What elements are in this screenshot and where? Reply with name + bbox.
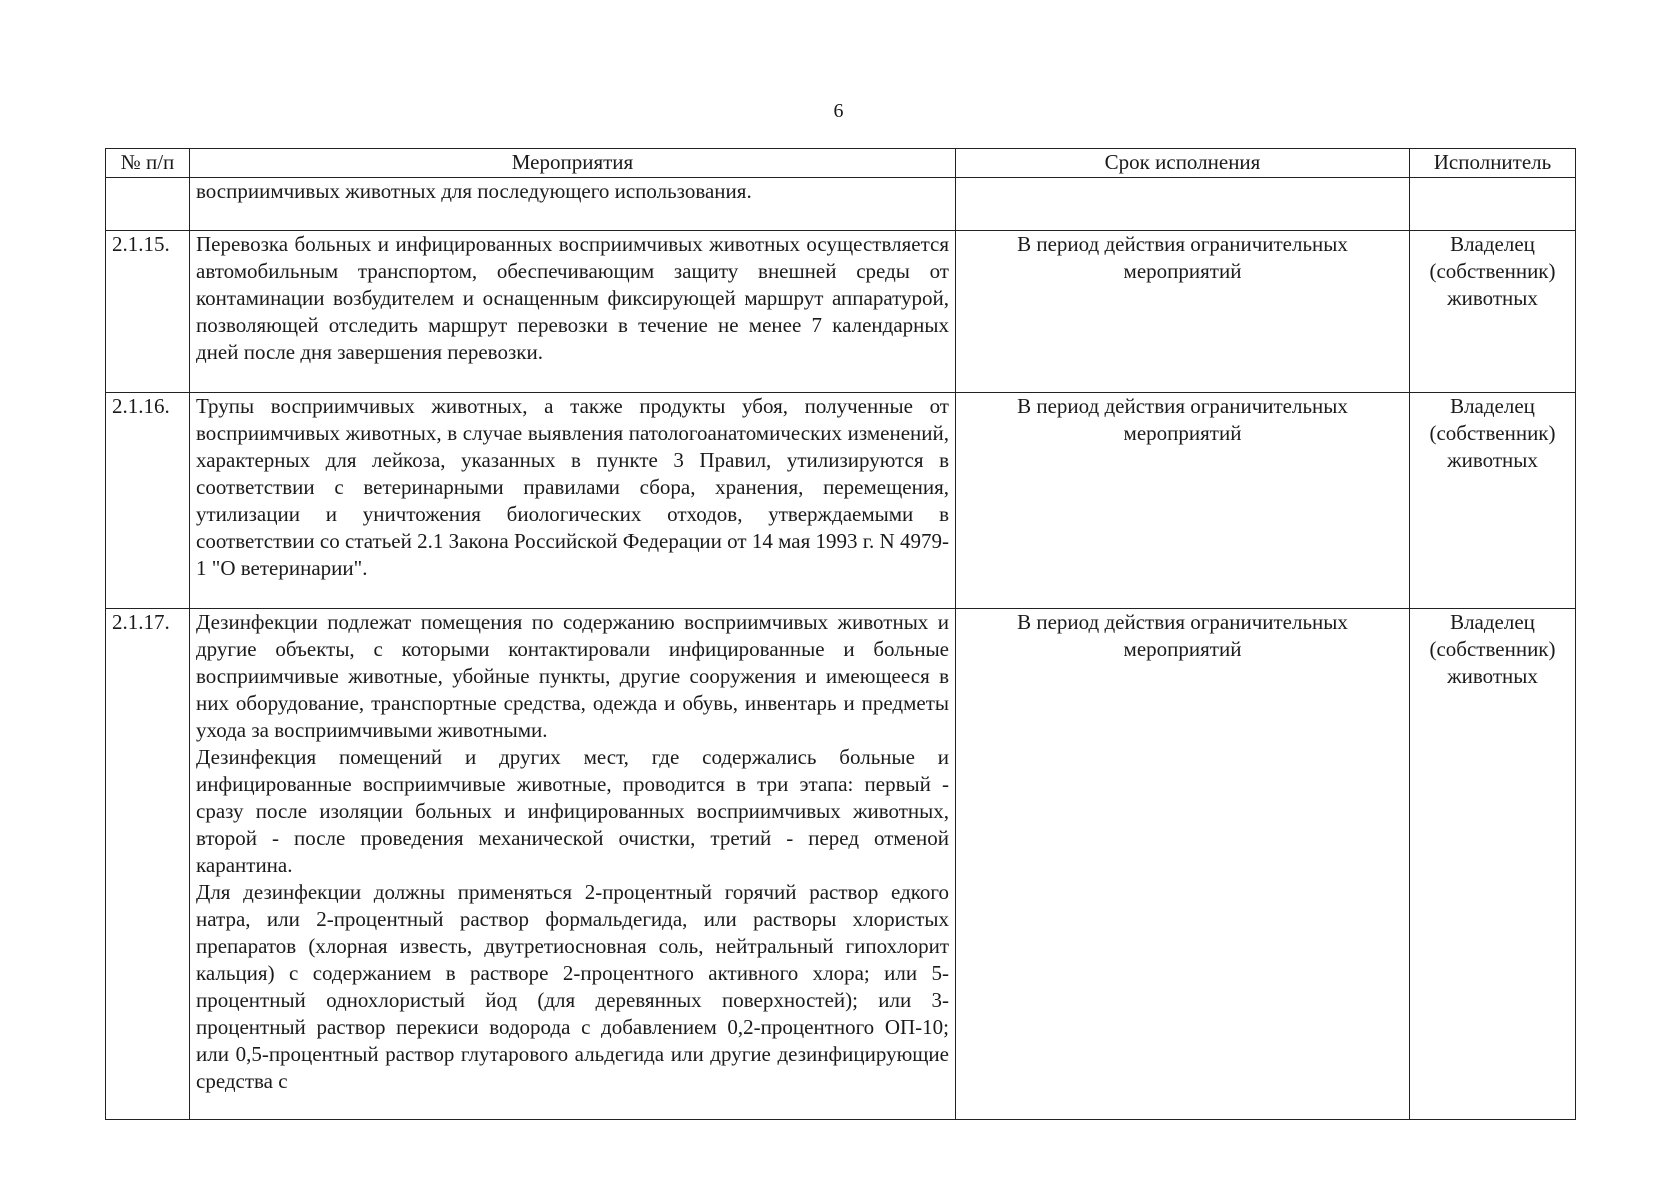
row-executor: Владелец (собственник) животных [1410, 609, 1576, 1120]
row-executor [1410, 178, 1576, 231]
activity-paragraph: Дезинфекция помещений и других мест, где содержались больные и инфицированные восприимчивые животные, проводится в три этапа: первый - сразу после изоляции больных и инфицированных восприимчивых животных, второй - после проведения механической очистки, третий - перед отменой карантина. [196, 745, 949, 877]
measures-table [105, 148, 1576, 1120]
page-number: 6 [833, 100, 844, 122]
row-number: 2.1.15. [106, 231, 190, 393]
row-term [956, 178, 1410, 231]
header-term: Срок исполнения [956, 149, 1410, 178]
header-number: № п/п [106, 149, 190, 178]
row-number: 2.1.16. [106, 393, 190, 609]
header-activity: Мероприятия [190, 149, 956, 178]
table-header-row [106, 149, 1576, 178]
activity-paragraph: Трупы восприимчивых животных, а также продукты убоя, полученные от восприимчивых животных, в случае выявления патологоанатомических изменений, характерных для лейкоза, указанных в пункте 3 Правил, утилизируются в соответствии с ветеринарными правилами сбора, хранения, перемещения, утилизации и уничтожения биологических отходов, утверждаемыми в соответствии со статьей 2.1 Закона Российской Федерации от 14 мая 1993 г. N 4979-1 "О ветеринарии". [196, 394, 949, 580]
row-activity [190, 231, 956, 393]
row-executor: Владелец (собственник) животных [1410, 231, 1576, 393]
row-activity [190, 178, 956, 231]
activity-paragraph: Для дезинфекции должны применяться 2-процентный горячий раствор едкого натра, или 2-процентный раствор формальдегида, или растворы хлористых препаратов (хлорная известь, двутретиосновная соль, нейтральный гипохлорит кальция) с содержанием в растворе 2-процентного активного хлора; или 5-процентный однохлористый йод (для деревянных поверхностей); или 3-процентный раствор перекиси водорода с добавлением 0,2-процентного ОП-10; или 0,5-процентный раствор глутарового альдегида или другие дезинфицирующие средства с [196, 880, 949, 1093]
row-term: В период действия ограничительных мероприятий [956, 231, 1410, 393]
table-row [106, 178, 1576, 231]
activity-paragraph: Дезинфекции подлежат помещения по содержанию восприимчивых животных и другие объекты, с которыми контактировали инфицированные и больные восприимчивые животные, убойные пункты, другие сооружения и имеющееся в них оборудование, транспортные средства, одежда и обувь, инвентарь и предметы ухода за восприимчивыми животными. [196, 610, 949, 742]
row-term: В период действия ограничительных мероприятий [956, 609, 1410, 1120]
table-row [106, 393, 1576, 609]
table-row [106, 609, 1576, 1120]
row-number [106, 178, 190, 231]
row-number: 2.1.17. [106, 609, 190, 1120]
header-executor: Исполнитель [1410, 149, 1576, 178]
table-row [106, 231, 1576, 393]
row-term: В период действия ограничительных мероприятий [956, 393, 1410, 609]
row-activity [190, 609, 956, 1120]
row-executor: Владелец (собственник) животных [1410, 393, 1576, 609]
row-activity [190, 393, 956, 609]
activity-paragraph: восприимчивых животных для последующего использования. [196, 179, 752, 203]
activity-paragraph: Перевозка больных и инфицированных восприимчивых животных осуществляется автомобильным транспортом, обеспечивающим защиту внешней среды от контаминации возбудителем и оснащенным фиксирующей маршрут аппаратурой, позволяющей отследить маршрут перевозки в течение не менее 7 календарных дней после дня завершения перевозки. [196, 232, 949, 364]
